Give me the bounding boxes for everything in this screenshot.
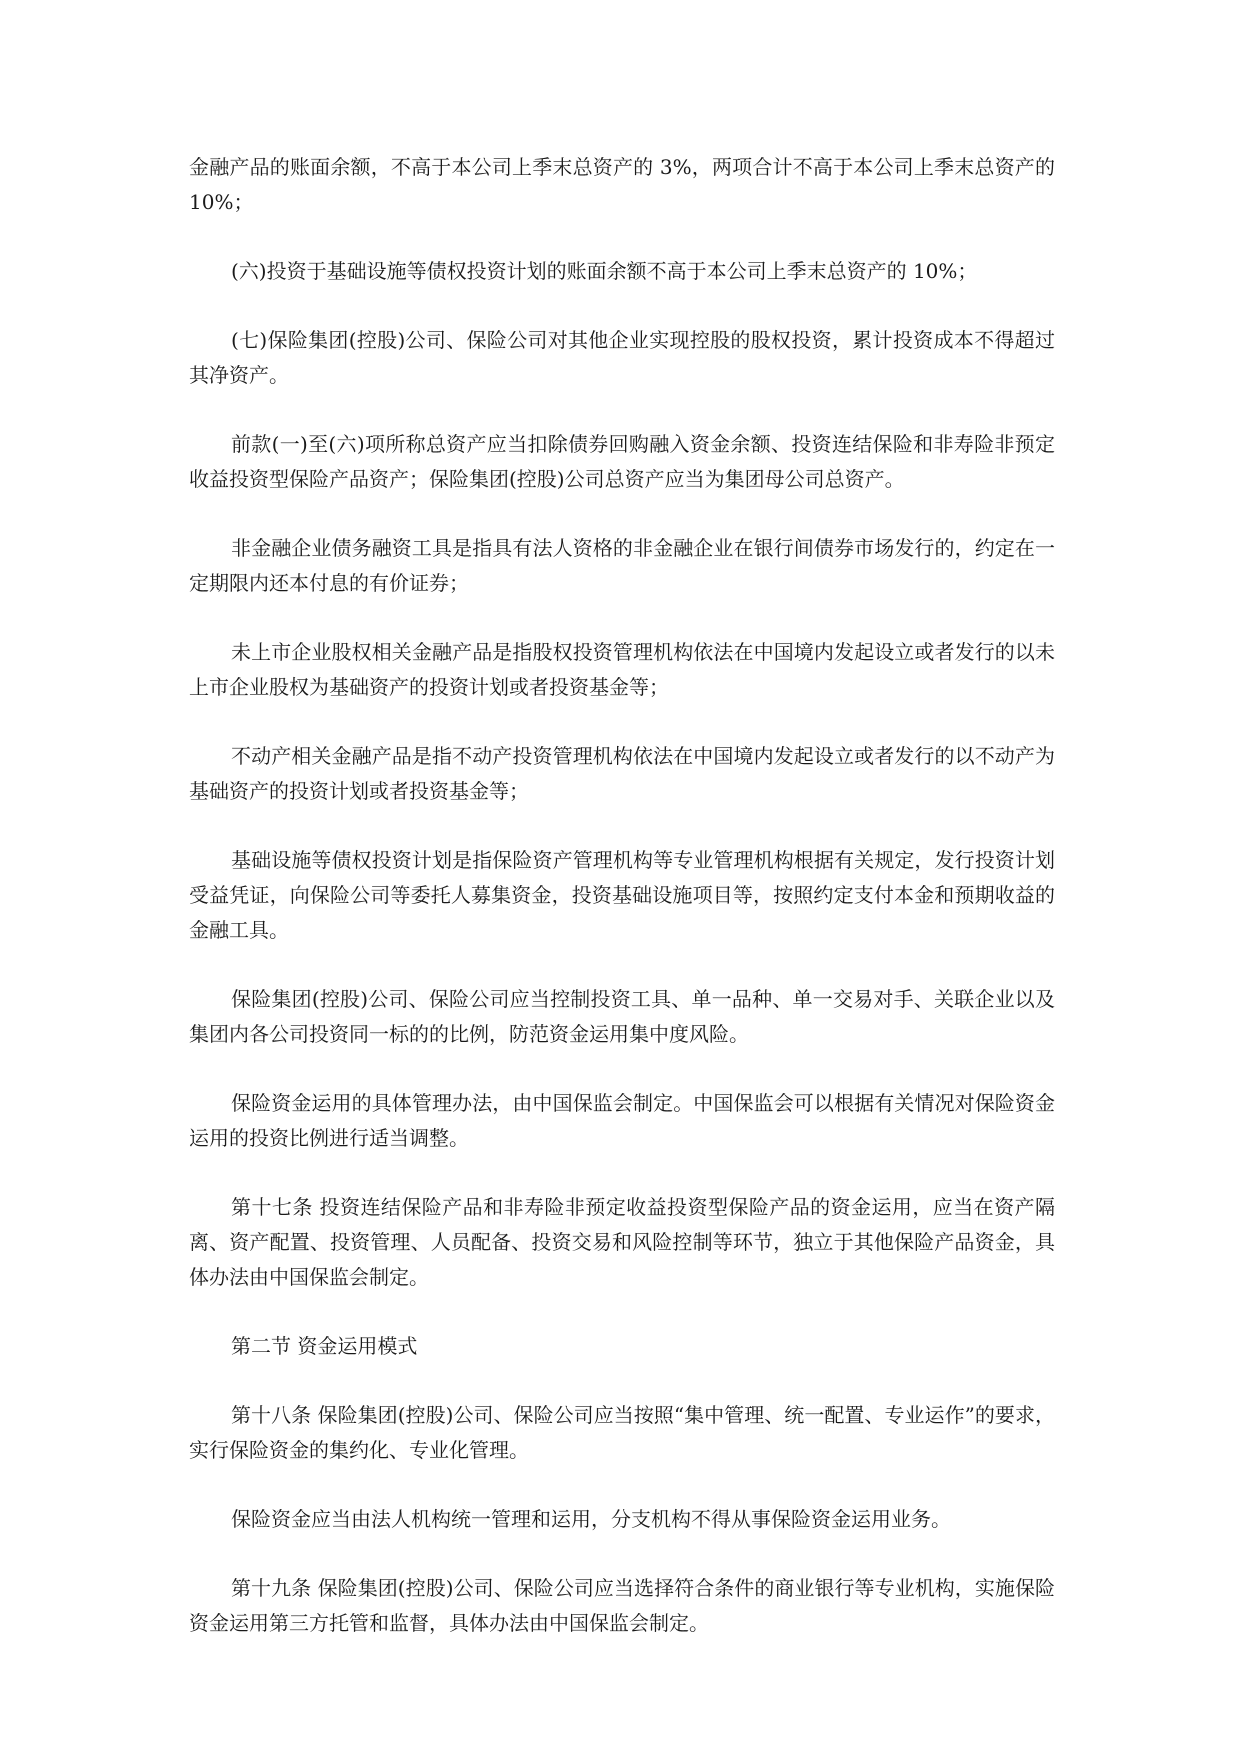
paragraph-management-rules: 保险资金运用的具体管理办法，由中国保监会制定。中国保监会可以根据有关情况对保险资金运用的投资比例进行适当调整。 (189, 1091, 1055, 1150)
paragraph-total-assets: 前款(一)至(六)项所称总资产应当扣除债券回购融入资金余额、投资连结保险和非寿险非预定收益投资型保险产品资产；保险集团(控股)公司总资产应当为集团母公司总资产。 (189, 432, 1055, 491)
paragraph-article-17: 第十七条 投资连结保险产品和非寿险非预定收益投资型保险产品的资金运用，应当在资产隔离、资产配置、投资管理、人员配备、投资交易和风险控制等环节，独立于其他保险产品资金，具体办法由中国保监会制定。 (189, 1195, 1055, 1289)
paragraph-debt-instruments: 非金融企业债务融资工具是指具有法人资格的非金融企业在银行间债券市场发行的，约定在一定期限内还本付息的有价证券； (189, 536, 1055, 595)
paragraph-article-18: 第十八条 保险集团(控股)公司、保险公司应当按照“集中管理、统一配置、专业运作”的要求，实行保险资金的集约化、专业化管理。 (189, 1403, 1055, 1462)
paragraph-continuation: 金融产品的账面余额，不高于本公司上季末总资产的 3%，两项合计不高于本公司上季末总资产的 10%； (189, 155, 1055, 214)
paragraph-concentration-risk: 保险集团(控股)公司、保险公司应当控制投资工具、单一品种、单一交易对手、关联企业以及集团内各公司投资同一标的的比例，防范资金运用集中度风险。 (189, 987, 1055, 1046)
section-heading: 第二节 资金运用模式 (231, 1334, 418, 1358)
paragraph-legal-entity: 保险资金应当由法人机构统一管理和运用，分支机构不得从事保险资金运用业务。 (231, 1507, 951, 1531)
document-body (189, 150, 1055, 1675)
paragraph-item-6: (六)投资于基础设施等债权投资计划的账面余额不高于本公司上季末总资产的 10%； (231, 259, 978, 283)
paragraph-article-19: 第十九条 保险集团(控股)公司、保险公司应当选择符合条件的商业银行等专业机构，实施保险资金运用第三方托管和监督，具体办法由中国保监会制定。 (189, 1576, 1055, 1635)
paragraph-real-estate: 不动产相关金融产品是指不动产投资管理机构依法在中国境内发起设立或者发行的以不动产为基础资产的投资计划或者投资基金等； (189, 744, 1055, 803)
paragraph-unlisted-equity: 未上市企业股权相关金融产品是指股权投资管理机构依法在中国境内发起设立或者发行的以未上市企业股权为基础资产的投资计划或者投资基金等； (189, 640, 1055, 699)
paragraph-item-7: (七)保险集团(控股)公司、保险公司对其他企业实现控股的股权投资，累计投资成本不得超过其净资产。 (189, 328, 1055, 387)
paragraph-infrastructure: 基础设施等债权投资计划是指保险资产管理机构等专业管理机构根据有关规定，发行投资计划受益凭证，向保险公司等委托人募集资金，投资基础设施项目等，按照约定支付本金和预期收益的金融工具。 (189, 848, 1055, 942)
